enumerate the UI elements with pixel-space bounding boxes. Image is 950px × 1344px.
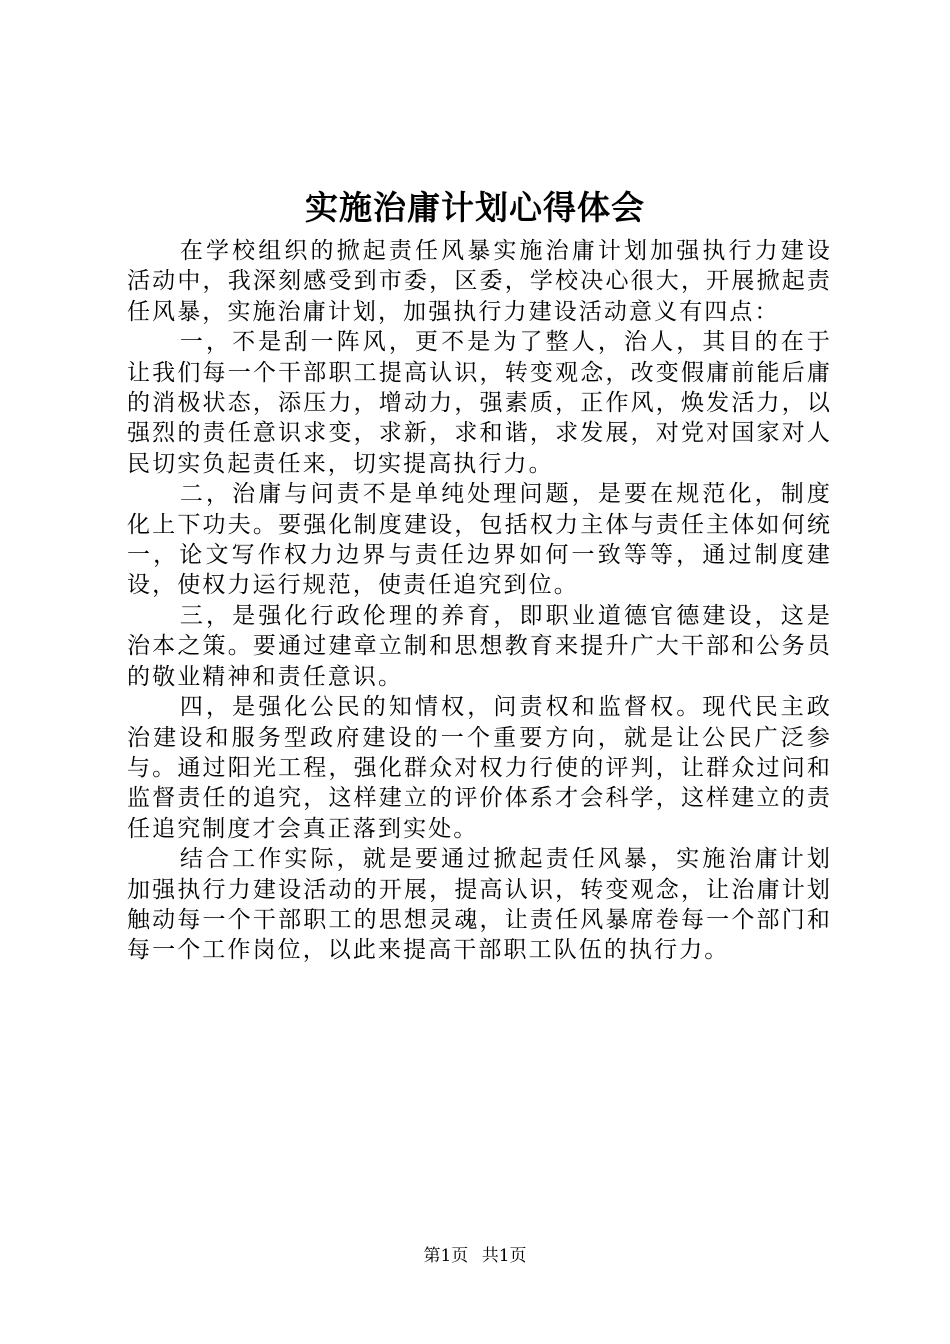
page-footer [0, 1244, 950, 1268]
paragraph-point-4: 四，是强化公民的知情权，问责权和监督权。现代民主政治建设和服务型政府建设的一个重要方向，就是让公民广泛参与。通过阳光工程，强化群众对权力行使的评判，让群众过问和监督责任的追究，这样建立的评价体系才会科学，这样建立的责任追究制度才会真正落到实处。 [127, 694, 832, 842]
page-number-total: 共1页 [481, 1246, 527, 1266]
paragraph-point-1: 一，不是刮一阵风，更不是为了整人，治人，其目的在于让我们每一个干部职工提高认识，转变观念，改变假庸前能后庸的消极状态，添压力，增动力，强素质，正作风，焕发活力，以强烈的责任意识求变，求新，求和谐，求发展，对党对国家对人民切实负起责任来，切实提高执行力。 [127, 329, 832, 477]
page-number-current: 第1页 [423, 1246, 469, 1266]
paragraph-point-2: 二，治庸与问责不是单纯处理问题，是要在规范化，制度化上下功夫。要强化制度建设，包括权力主体与责任主体如何统一，论文写作权力边界与责任边界如何一致等等，通过制度建设，使权力运行规范，使责任追究到位。 [127, 481, 832, 599]
document-title: 实施治庸计划心得体会 [305, 188, 645, 227]
document-body [127, 236, 832, 966]
paragraph-point-3: 三，是强化行政伦理的养育，即职业道德官德建设，这是治本之策。要通过建章立制和思想教育来提升广大干部和公务员的敬业精神和责任意识。 [127, 602, 832, 690]
paragraph-intro: 在学校组织的掀起责任风暴实施治庸计划加强执行力建设活动中，我深刻感受到市委，区委，学校决心很大，开展掀起责任风暴，实施治庸计划，加强执行力建设活动意义有四点： [127, 238, 832, 325]
paragraph-conclusion: 结合工作实际，就是要通过掀起责任风暴，实施治庸计划加强执行力建设活动的开展，提高认识，转变观念，让治庸计划触动每一个干部职工的思想灵魂，让责任风暴席卷每一个部门和每一个工作岗位，以此来提高干部职工队伍的执行力。 [127, 846, 832, 964]
